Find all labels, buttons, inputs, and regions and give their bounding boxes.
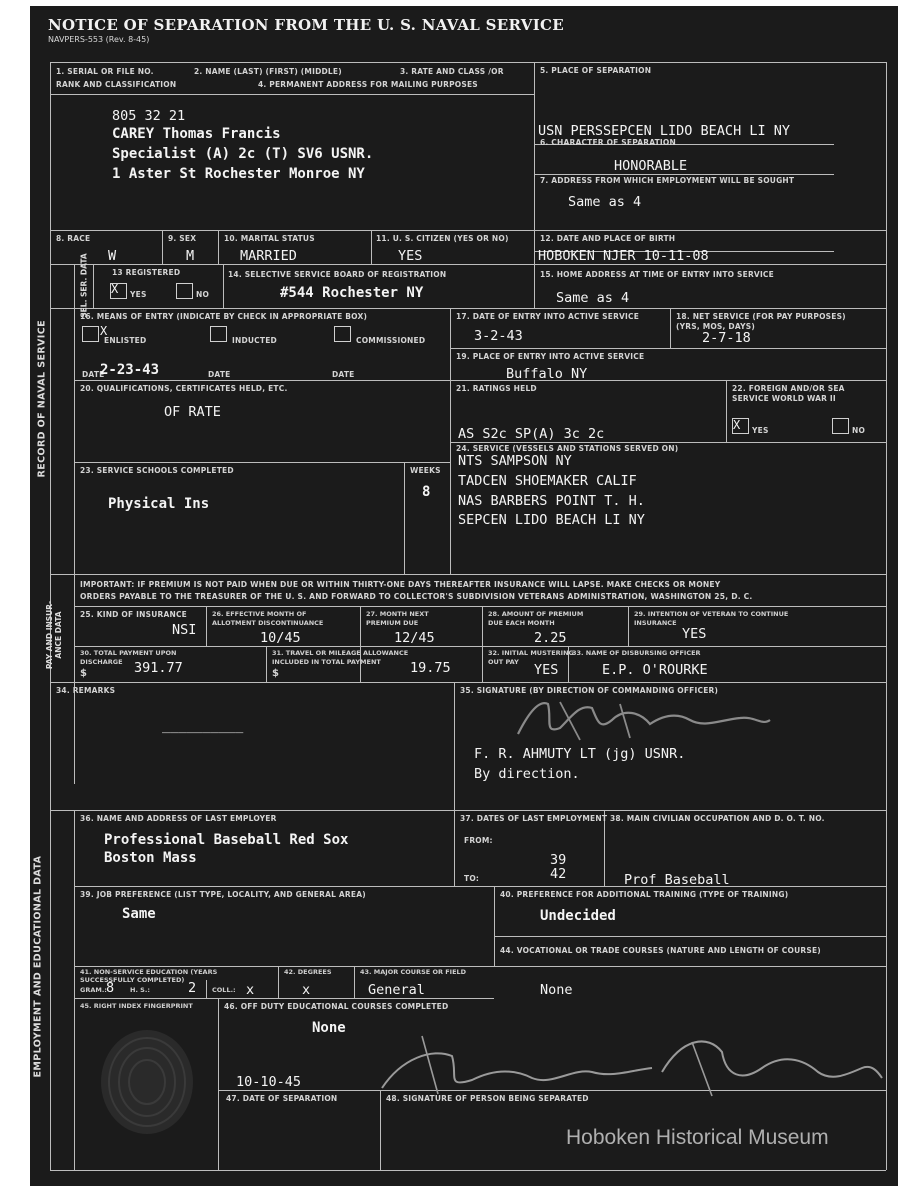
sea-service-no-checkbox[interactable] (832, 418, 849, 434)
rule (482, 606, 483, 682)
registered-no-checkbox[interactable] (176, 283, 193, 299)
label-birth: 12. DATE AND PLACE OF BIRTH (540, 234, 676, 243)
mailing-address: 1 Aster St Rochester Monroe NY (112, 166, 365, 182)
label-citizen: 11. U. S. CITIZEN (YES OR NO) (376, 234, 509, 243)
rule (454, 810, 455, 886)
label-fingerprint: 45. RIGHT INDEX FINGERPRINT (80, 1002, 193, 1010)
label-mustering: 32. INITIAL MUSTERING (488, 649, 574, 657)
rule (278, 966, 279, 998)
dollar-sign: $ (272, 668, 280, 679)
rule (354, 966, 355, 998)
high-school-years: 2 (188, 980, 197, 996)
label-name: 2. NAME (LAST) (FIRST) (MIDDLE) (194, 67, 342, 76)
rule (74, 264, 75, 784)
employer-city: Boston Mass (104, 850, 197, 866)
rule (628, 606, 629, 646)
label-marital: 10. MARITAL STATUS (224, 234, 315, 243)
employment-educational-label: EMPLOYMENT AND EDUCATIONAL DATA (32, 855, 44, 1078)
label-ratings: 21. RATINGS HELD (456, 384, 537, 393)
separation-date: 10-10-45 (236, 1074, 302, 1090)
major-course: General (368, 982, 425, 998)
enlisted-mark: X (100, 324, 108, 338)
label-insurance-kind: 25. KIND OF INSURANCE (80, 610, 187, 619)
label-vocational: 44. VOCATIONAL OR TRADE COURSES (NATURE AND LENGTH OF COURSE) (500, 946, 821, 955)
label-discharge: DISCHARGE (80, 658, 123, 666)
label-yes: YES (130, 290, 147, 299)
label-yes: YES (752, 426, 769, 435)
rule (450, 348, 886, 349)
fingerprint-image (92, 1020, 202, 1140)
rule (534, 174, 834, 175)
label-hs: H. S.: (130, 986, 150, 994)
label-out-pay: OUT PAY (488, 658, 519, 666)
label-sea-service: 22. FOREIGN AND/OR SEA (732, 384, 845, 393)
label-commissioned: COMMISSIONED (356, 336, 426, 345)
label-total-payment: 30. TOTAL PAYMENT UPON (80, 649, 177, 657)
rule (494, 886, 495, 966)
label-place-of-separation: 5. PLACE OF SEPARATION (540, 66, 652, 75)
weeks: 8 (422, 484, 431, 500)
rule (74, 886, 886, 887)
date-place-of-birth: HOBOKEN NJER 10-11-08 (538, 248, 709, 264)
rule (74, 606, 886, 607)
label-home-address: 15. HOME ADDRESS AT TIME OF ENTRY INTO SERVICE (540, 270, 774, 279)
rule (50, 574, 886, 575)
label-from: FROM: (464, 836, 493, 845)
rule (74, 998, 494, 999)
label-rate: 3. RATE AND CLASS /OR (400, 67, 504, 76)
label-coll: COLL.: (212, 986, 236, 994)
sex: M (186, 248, 195, 264)
service-line-4: SEPCEN LIDO BEACH LI NY (458, 512, 645, 528)
form-title: NOTICE OF SEPARATION FROM THE U. S. NAVAL SERVICE (48, 16, 564, 34)
rule (218, 998, 219, 1170)
travel-allowance: 19.75 (410, 660, 451, 676)
premium-amount: 2.25 (534, 630, 567, 646)
place-of-separation: USN PERSSEPCEN LIDO BEACH LI NY (538, 123, 790, 139)
label-gram: GRAM.: (80, 986, 107, 994)
full-name: CAREY Thomas Francis (112, 126, 281, 142)
to-year: 42 (550, 866, 567, 882)
rule (50, 810, 886, 811)
label-service-vessels: 24. SERVICE (VESSELS AND STATIONS SERVED ON) (456, 444, 679, 453)
label-inducted: INDUCTED (232, 336, 277, 345)
label-separation-date: 47. DATE OF SEPARATION (226, 1094, 338, 1103)
serial-number: 805 32 21 (112, 108, 186, 124)
enlisted-checkbox[interactable] (82, 326, 99, 342)
form-number: NAVPERS-553 (Rev. 8-45) (48, 35, 150, 44)
separation-notice-form (30, 6, 898, 1186)
pay-insurance-side-label (45, 600, 63, 670)
rule (494, 936, 886, 937)
label-weeks: WEEKS (410, 466, 441, 475)
intention-to-continue: YES (682, 626, 707, 642)
training-preference: Undecided (540, 908, 616, 924)
rule (726, 380, 727, 442)
label-allotment-2: ALLOTMENT DISCONTINUANCE (212, 619, 324, 627)
entry-place: Buffalo NY (506, 366, 588, 382)
label-address: 4. PERMANENT ADDRESS FOR MAILING PURPOSES (258, 80, 478, 89)
watermark: Hoboken Historical Museum (566, 1126, 829, 1149)
rule (670, 308, 671, 348)
registered-mark: X (111, 282, 119, 296)
vocational-courses: None (540, 982, 573, 998)
rule (74, 462, 450, 463)
disbursing-officer: E.P. O'ROURKE (602, 662, 708, 678)
mustering-out-pay: YES (534, 662, 559, 678)
rule (450, 442, 886, 443)
next-premium: 12/45 (394, 630, 435, 646)
label-rank: RANK AND CLASSIFICATION (56, 80, 177, 89)
rule (206, 980, 207, 998)
rule (218, 230, 219, 264)
label-no: NO (196, 290, 210, 299)
label-net-service: 18. NET SERVICE (FOR PAY PURPOSES) (676, 312, 846, 321)
college-years: x (246, 982, 255, 998)
person-signature (362, 1028, 892, 1108)
race: W (108, 248, 117, 264)
rule (50, 62, 886, 63)
label-insurance: INSURANCE (634, 619, 677, 627)
rule (534, 62, 535, 274)
rule (162, 230, 163, 264)
important-note-2: ORDERS PAYABLE TO THE TREASURER OF THE U. S. AND FORWARD TO COLLECTOR'S SUBDIVISION VETERANS ADMINISTRATION, WASHINGTON 25, D. C. (80, 592, 753, 601)
remarks: __________ (162, 718, 244, 734)
label-disbursing-officer: 33. NAME OF DISBURSING OFFICER (572, 649, 701, 657)
important-note-1: IMPORTANT: IF PREMIUM IS NOT PAID WHEN DUE OR WITHIN THIRTY-ONE DAYS THEREAFTER INSURANCE WILL LAPSE. MAKE CHECKS OR MONEY (80, 580, 721, 589)
employment-address: Same as 4 (568, 194, 642, 210)
label-off-duty-courses: 46. OFF DUTY EDUCATIONAL COURSES COMPLETED (224, 1002, 449, 1011)
by-direction: By direction. (474, 766, 580, 782)
label-service-schools: 23. SERVICE SCHOOLS COMPLETED (80, 466, 234, 475)
rule (74, 966, 886, 967)
net-service: 2-7-18 (702, 330, 751, 346)
rule (50, 682, 886, 683)
degrees: x (302, 982, 311, 998)
label-means-of-entry: 16. MEANS OF ENTRY (INDICATE BY CHECK IN APPROPRIATE BOX) (80, 312, 368, 321)
active-service-date: 3-2-43 (474, 328, 523, 344)
character-of-separation: HONORABLE (614, 158, 688, 174)
label-education-2: SUCCESSFULLY COMPLETED) (80, 976, 185, 984)
rate-class: Specialist (A) 2c (T) SV6 USNR. (112, 146, 374, 162)
rule (74, 380, 886, 381)
total-payment: 391.77 (134, 660, 183, 676)
job-preference: Same (122, 906, 156, 922)
employer-name: Professional Baseball Red Sox (104, 832, 349, 848)
label-qualifications: 20. QUALIFICATIONS, CERTIFICATES HELD, ETC. (80, 384, 288, 393)
marital-status: MARRIED (240, 248, 297, 264)
label-net-service-units: (YRS, MOS, DAYS) (676, 322, 755, 331)
officer-signature (500, 690, 800, 750)
rule (454, 682, 455, 810)
label-officer-signature: 35. SIGNATURE (BY DIRECTION OF COMMANDING OFFICER) (460, 686, 719, 695)
civilian-occupation: Prof Baseball (624, 872, 730, 888)
rule (223, 264, 224, 308)
label-premium-month: DUE EACH MONTH (488, 619, 555, 627)
label-occupation: 38. MAIN CIVILIAN OCCUPATION AND D. O. T. NO. (610, 814, 825, 823)
label-person-signature: 48. SIGNATURE OF PERSON BEING SEPARATED (386, 1094, 589, 1103)
rule (404, 462, 405, 574)
label-remarks: 34. REMARKS (56, 686, 116, 695)
label-active-service-date: 17. DATE OF ENTRY INTO ACTIVE SERVICE (456, 312, 640, 321)
rule (50, 1170, 886, 1171)
home-address: Same as 4 (556, 290, 630, 306)
label-world-war: SERVICE WORLD WAR II (732, 394, 836, 403)
service-line-1: NTS SAMPSON NY (458, 453, 572, 469)
label-date-3: DATE (332, 370, 355, 379)
label-training-preference: 40. PREFERENCE FOR ADDITIONAL TRAINING (TYPE OF TRAINING) (500, 890, 789, 899)
rule (93, 264, 94, 308)
label-next-premium: 27. MONTH NEXT (366, 610, 429, 618)
commissioned-checkbox[interactable] (334, 326, 351, 342)
rule (534, 264, 535, 308)
enlisted-date: 2-23-43 (100, 362, 160, 378)
label-board: 14. SELECTIVE SERVICE BOARD OF REGISTRATION (228, 270, 447, 279)
label-serial: 1. SERIAL OR FILE NO. (56, 67, 154, 76)
rule (50, 308, 886, 309)
rule (360, 606, 361, 682)
selective-service-board: #544 Rochester NY (280, 285, 424, 301)
label-race: 8. RACE (56, 234, 91, 243)
sel-ser-data-label: SEL. SER. DATA (79, 253, 89, 318)
citizen: YES (398, 248, 423, 264)
label-no: NO (852, 426, 866, 435)
label-last-employer: 36. NAME AND ADDRESS OF LAST EMPLOYER (80, 814, 277, 823)
pay-side-line-1: PAY AND INSUR- (45, 600, 54, 670)
label-sex: 9. SEX (168, 234, 197, 243)
label-degrees: 42. DEGREES (284, 968, 332, 976)
ratings-held: AS S2c SP(A) 3c 2c (458, 426, 605, 442)
officer-name: F. R. AHMUTY LT (jg) USNR. (474, 746, 686, 762)
label-registered: 13 REGISTERED (112, 268, 181, 277)
dollar-sign: $ (80, 668, 88, 679)
label-job-preference: 39. JOB PREFERENCE (LIST TYPE, LOCALITY, AND GENERAL AREA) (80, 890, 366, 899)
from-year: 39 (550, 852, 567, 868)
record-of-naval-service-label: RECORD OF NAVAL SERVICE (36, 319, 48, 478)
label-education: 41. NON-SERVICE EDUCATION (YEARS (80, 968, 218, 976)
label-major: 43. MAJOR COURSE OR FIELD (360, 968, 467, 976)
grammar-years: 8 (106, 980, 115, 996)
label-travel-2: INCLUDED IN TOTAL PAYMENT (272, 658, 381, 666)
label-employment-address: 7. ADDRESS FROM WHICH EMPLOYMENT WILL BE SOUGHT (540, 176, 795, 185)
rule (50, 230, 886, 231)
rule (266, 646, 267, 682)
qualifications: OF RATE (164, 404, 221, 420)
label-enlisted: ENLISTED (104, 336, 147, 345)
service-line-3: NAS BARBERS POINT T. H. (458, 493, 645, 509)
pay-side-line-2: ANCE DATA (54, 611, 63, 659)
rule (74, 810, 75, 1170)
insurance-kind: NSI (172, 622, 197, 638)
label-employment-dates: 37. DATES OF LAST EMPLOYMENT (460, 814, 608, 823)
label-premium-due: PREMIUM DUE (366, 619, 419, 627)
allotment-month: 10/45 (260, 630, 301, 646)
label-character: 6. CHARACTER OF SEPARATION (540, 138, 676, 147)
label-to: TO: (464, 874, 480, 883)
sea-service-mark: X (733, 418, 741, 432)
service-line-2: TADCEN SHOEMAKER CALIF (458, 473, 637, 489)
off-duty-courses: None (312, 1020, 346, 1036)
label-intention: 29. INTENTION OF VETERAN TO CONTINUE (634, 610, 789, 618)
rule (886, 62, 887, 1170)
label-date-1: DATE (82, 370, 105, 379)
inducted-checkbox[interactable] (210, 326, 227, 342)
label-travel: 31. TRAVEL OR MILEAGE ALLOWANCE (272, 649, 409, 657)
label-entry-place: 19. PLACE OF ENTRY INTO ACTIVE SERVICE (456, 352, 645, 361)
rule (50, 264, 886, 265)
rule (371, 230, 372, 264)
rule (206, 606, 207, 646)
service-schools: Physical Ins (108, 496, 210, 512)
label-date-2: DATE (208, 370, 231, 379)
rule (74, 646, 886, 647)
label-premium-amount: 28. AMOUNT OF PREMIUM (488, 610, 584, 618)
label-allotment: 26. EFFECTIVE MONTH OF (212, 610, 307, 618)
rule (50, 94, 534, 95)
